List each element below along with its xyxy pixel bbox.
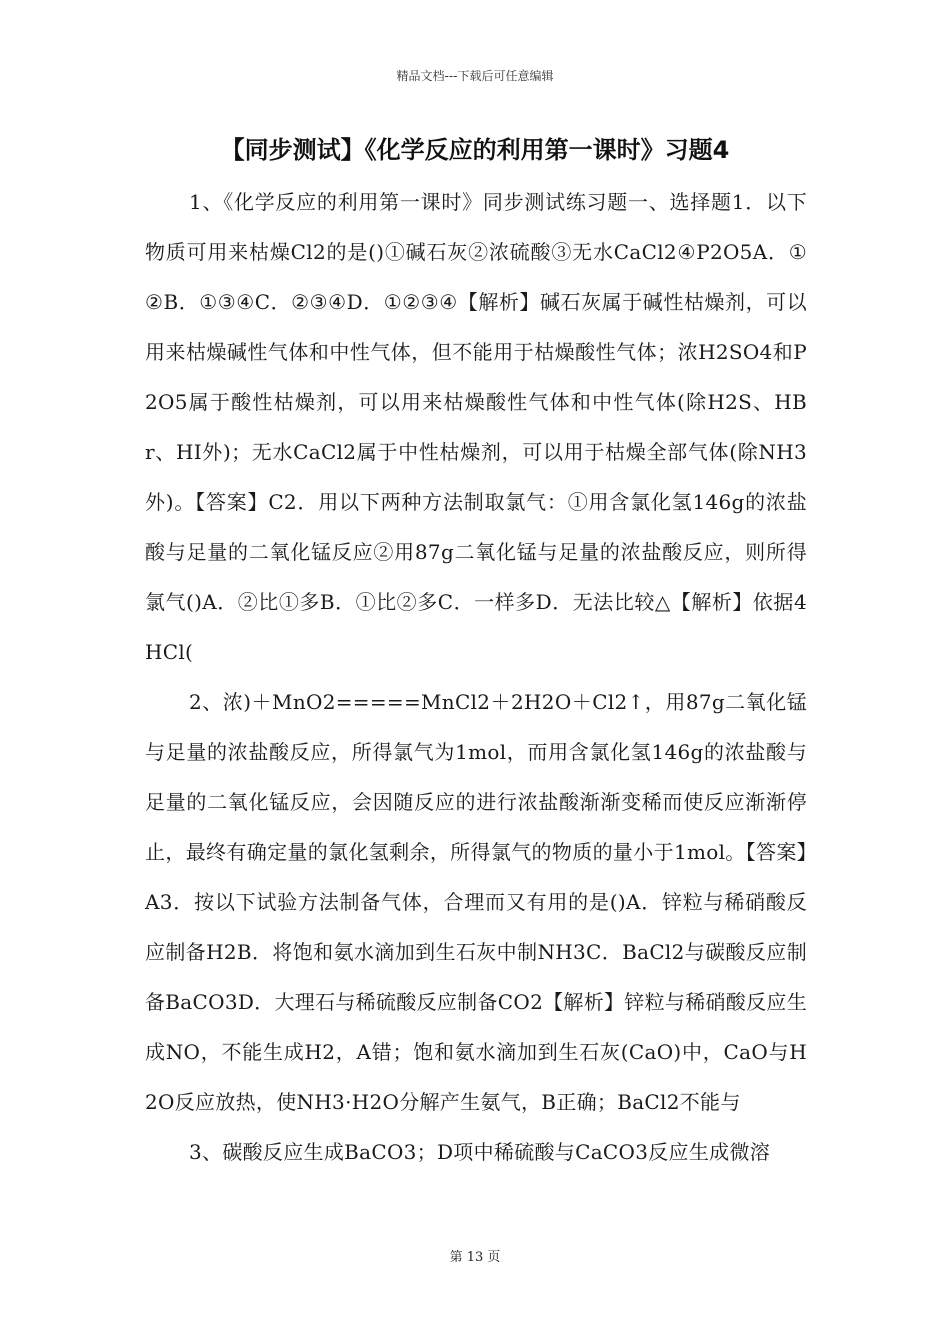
paragraph-1: 1、《化学反应的利用第一课时》同步测试练习题一、选择题1．以下物质可用来枯燥Cl2的是()①碱石灰②浓硫酸③无水CaCl2④P2O5A．①②B．①③④C．②③④D．①②③④【解析】碱石灰属于碱性枯燥剂，可以用来枯燥碱性气体和中性气体，但不能用于枯燥酸性气体；浓H2SO4和P2O5属于酸性枯燥剂，可以用来枯燥酸性气体和中性气体(除H2S、HBr、HI外)；无水CaCl2属于中性枯燥剂，可以用于枯燥全部气体(除NH3外)。【答案】C2．用以下两种方法制取氯气：①用含氯化氢146g的浓盐酸与足量的二氧化锰反应②用87g二氧化锰与足量的浓盐酸反应，则所得氯气()A．②比①多B．①比②多C．一样多D．无法比较△【解析】依据4HCl( (145, 190, 807, 664)
running-header: 精品文档---下载后可任意编辑 (396, 69, 554, 83)
document-title: 【同步测试】《化学反应的利用第一课时》习题4 (220, 136, 730, 164)
document-body (145, 177, 807, 1177)
paragraph-2: 2、浓)＋MnO2=====MnCl2＋2H2O＋Cl2↑，用87g二氧化锰与足量的浓盐酸反应，所得氯气为1mol，而用含氯化氢146g的浓盐酸与足量的二氧化锰反应，会因随反应的进行浓盐酸渐渐变稀而使反应渐渐停止，最终有确定量的氯化氢剩余，所得氯气的物质的量小于1mol。【答案】A3．按以下试验方法制备气体，合理而又有用的是()A．锌粒与稀硝酸反应制备H2B．将饱和氨水滴加到生石灰中制NH3C．BaCl2与碳酸反应制备BaCO3D．大理石与稀硫酸反应制备CO2【解析】锌粒与稀硝酸反应生成NO，不能生成H2，A错；饱和氨水滴加到生石灰(CaO)中，CaO与H2O反应放热，使NH3·H2O分解产生氨气，B正确；BaCl2不能与 (145, 690, 808, 1114)
page-number-footer: 第 13 页 (449, 1250, 501, 1265)
paragraph-3: 3、碳酸反应生成BaCO3；D项中稀硫酸与CaCO3反应生成微溶 (189, 1140, 771, 1164)
